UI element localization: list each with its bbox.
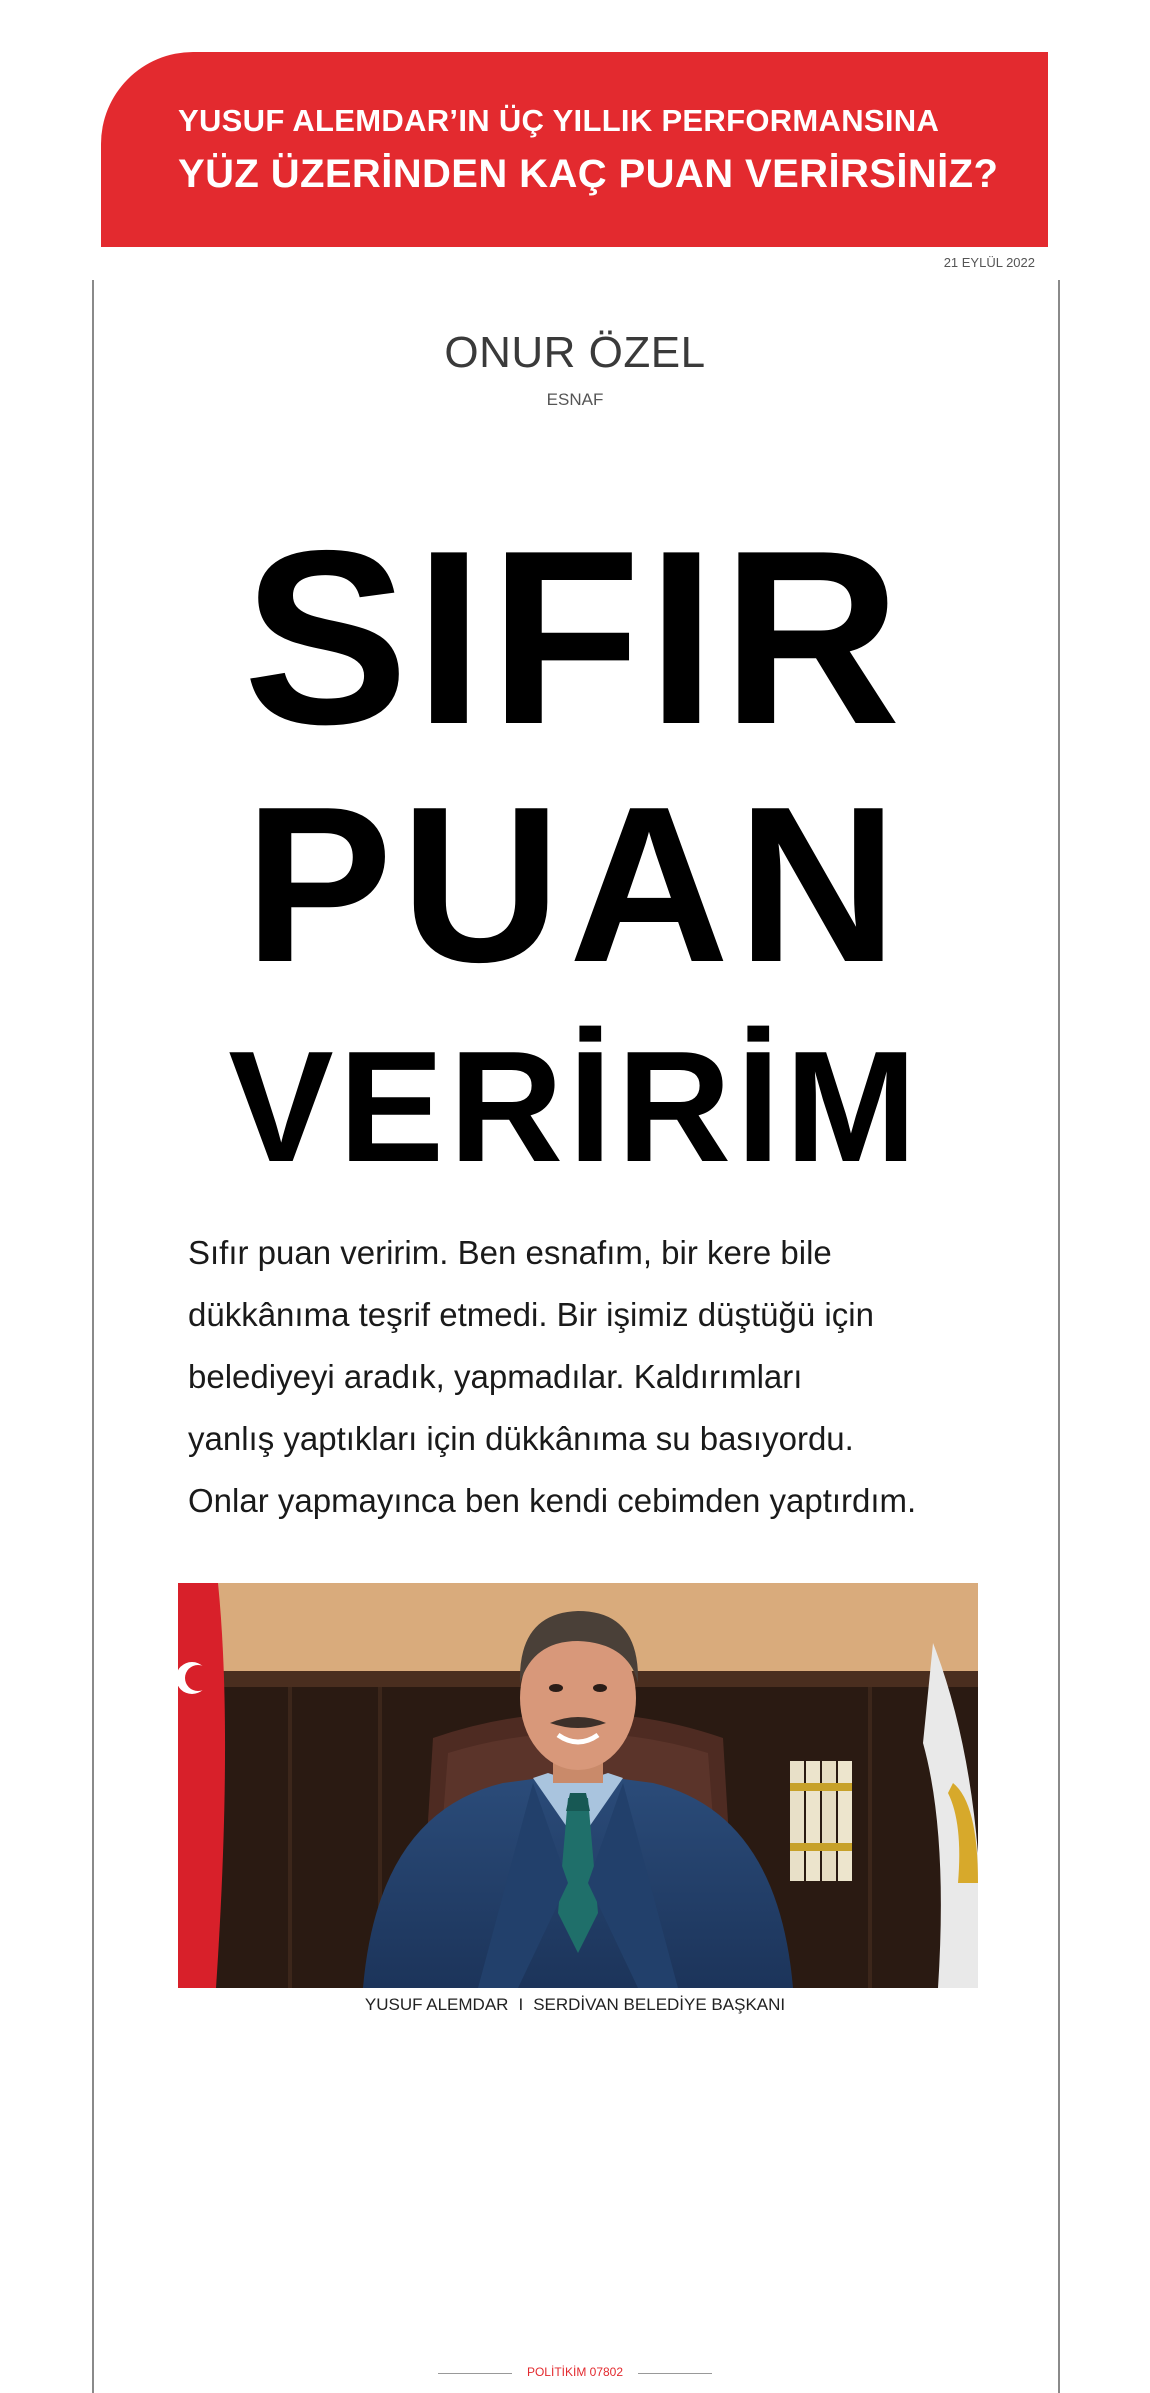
- author-role: ESNAF: [546, 390, 604, 409]
- article-body-line: Onlar yapmayınca ben kendi cebimden yaptırdım.: [188, 1482, 917, 1519]
- article-body-line: belediyeyi aradık, yapmadılar. Kaldırımları: [188, 1358, 803, 1395]
- banner-question-line-2: YÜZ ÜZERİNDEN KAÇ PUAN VERİRSİNİZ?: [178, 152, 999, 196]
- banner-question-line-1: YUSUF ALEMDAR’IN ÜÇ YILLIK PERFORMANSINA: [178, 103, 940, 138]
- article-body-line: yanlış yaptıkları için dükkânıma su basıyordu.: [188, 1420, 854, 1457]
- header-banner: [101, 52, 1048, 247]
- mayor-portrait-photo: [178, 1583, 978, 1988]
- caption-name: YUSUF ALEMDAR: [364, 1995, 509, 2014]
- article-body-line: Sıfır puan veririm. Ben esnafım, bir kere bile: [188, 1234, 832, 1271]
- caption-separator: I: [518, 1995, 524, 2014]
- article-body-line: dükkânıma teşrif etmedi. Bir işimiz düştüğü için: [188, 1296, 874, 1333]
- article-body: [188, 1222, 968, 1532]
- headline-line-3: VERİRİM: [228, 1019, 922, 1195]
- headline-line-1: SIFIR: [243, 498, 907, 776]
- publication-date: 21 EYLÜL 2022: [943, 255, 1035, 270]
- headline-line-2: PUAN: [244, 761, 906, 1009]
- footer-page-label: POLİTİKİM 07802: [526, 2365, 624, 2379]
- caption-title: SERDİVAN BELEDİYE BAŞKANI: [533, 1995, 786, 2014]
- photo-caption: [0, 1995, 1150, 2015]
- author-name: ONUR ÖZEL: [444, 328, 706, 377]
